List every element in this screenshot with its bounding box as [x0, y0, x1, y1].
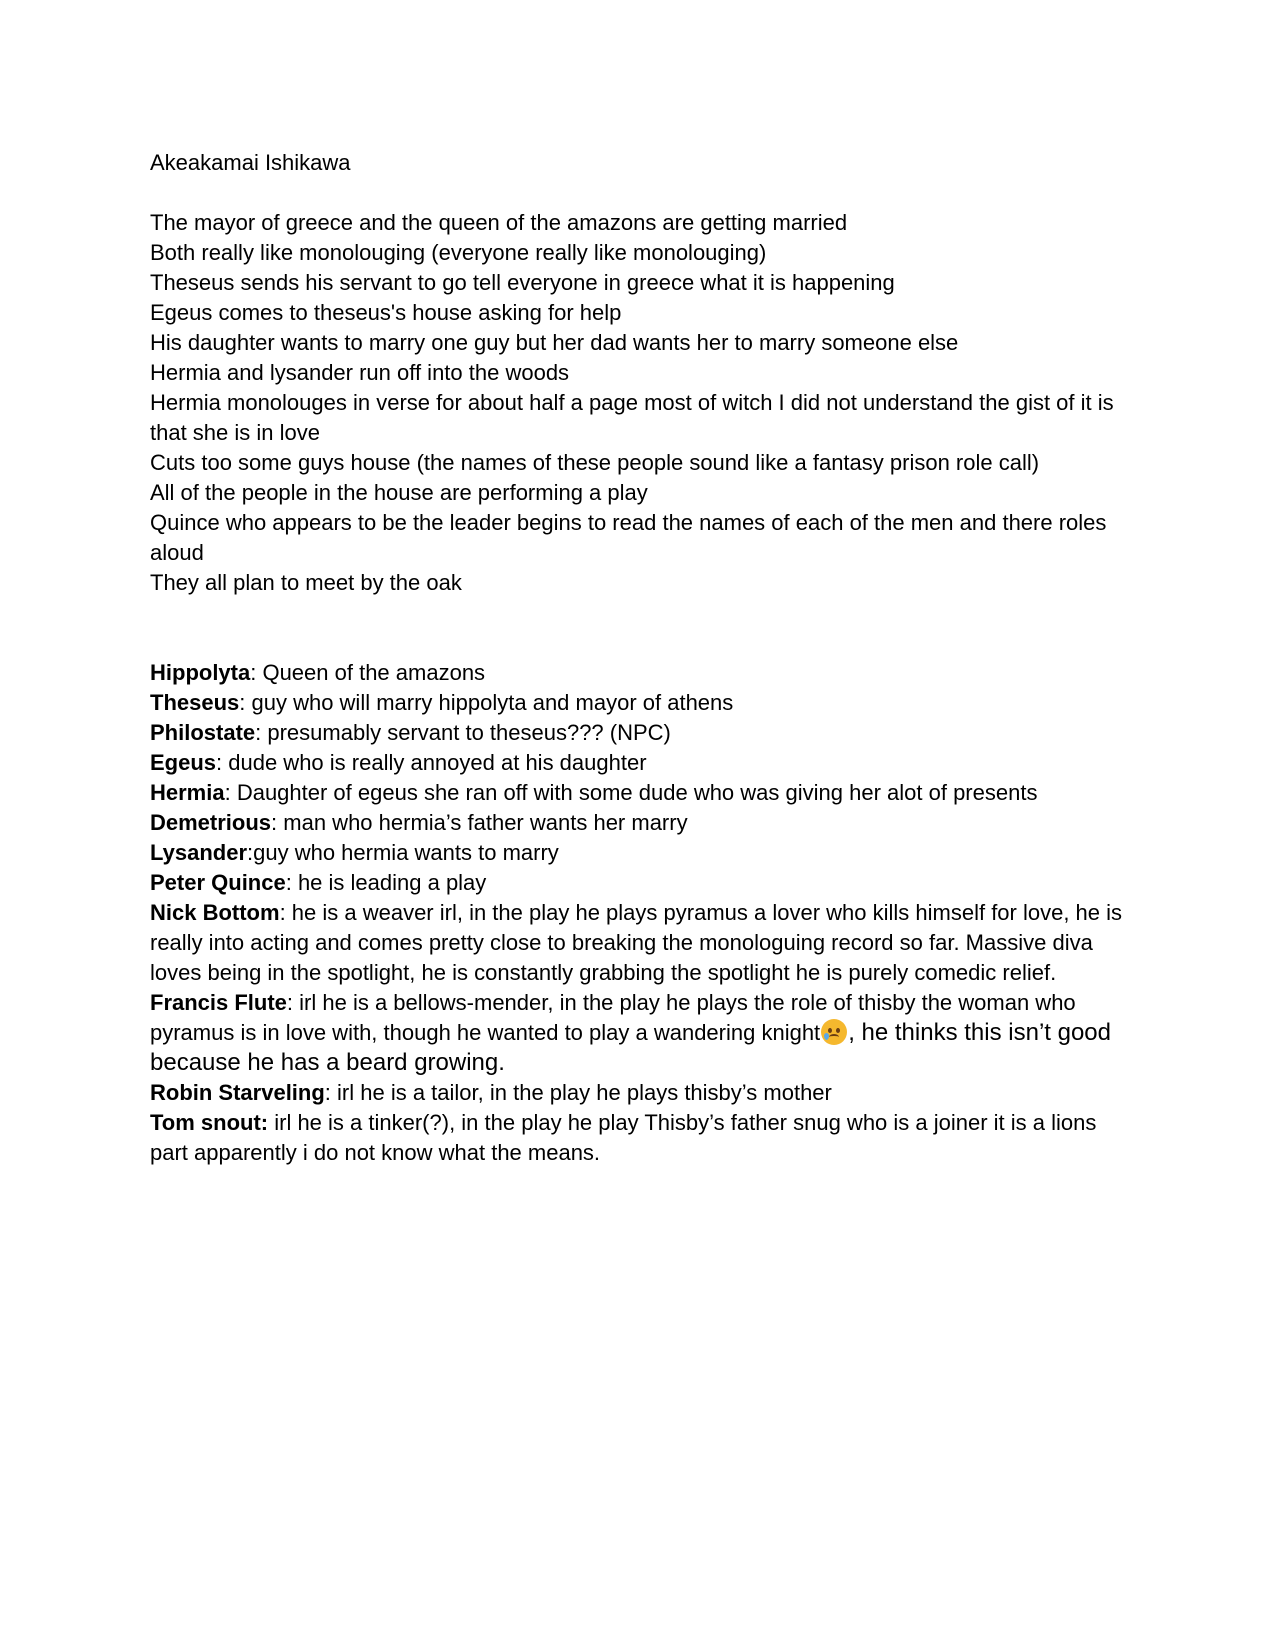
plot-summary [150, 208, 1130, 598]
summary-line: All of the people in the house are performing a play [150, 480, 648, 505]
character-name: Francis Flute [150, 990, 287, 1015]
character-name: Tom snout: [150, 1110, 269, 1135]
summary-line: Egeus comes to theseus's house asking for help [150, 300, 622, 325]
summary-line: They all plan to meet by the oak [150, 570, 462, 595]
character-description: : dude who is really annoyed at his daughter [216, 750, 647, 775]
character-entry [150, 808, 1130, 838]
character-entry [150, 868, 1130, 898]
character-description: :guy who hermia wants to marry [247, 840, 559, 865]
character-description: : irl he is a tailor, in the play he plays thisby’s mother [324, 1080, 832, 1105]
character-entry [150, 988, 1130, 1078]
author-name: Akeakamai Ishikawa [150, 150, 351, 175]
character-name: Demetrious [150, 810, 272, 835]
character-description: : presumably servant to theseus??? (NPC) [255, 720, 671, 745]
character-description: : he is leading a play [285, 870, 487, 895]
character-description: : man who hermia’s father wants her marry [271, 810, 688, 835]
character-entry [150, 1078, 1130, 1108]
character-description: : guy who will marry hippolyta and mayor of athens [239, 690, 734, 715]
character-entry [150, 658, 1130, 688]
character-name: Egeus [150, 750, 217, 775]
crying-face-icon [821, 1019, 847, 1045]
character-entry [150, 688, 1130, 718]
character-name: Hippolyta [150, 660, 251, 685]
character-entry [150, 778, 1130, 808]
summary-line: Quince who appears to be the leader begins to read the names of each of the men and there roles aloud [150, 510, 1107, 565]
character-entry [150, 748, 1130, 778]
character-name: Lysander [150, 840, 248, 865]
summary-line: Hermia monolouges in verse for about half a page most of witch I did not understand the gist of it is that she is in love [150, 390, 1114, 445]
character-name: Theseus [150, 690, 240, 715]
summary-line: Hermia and lysander run off into the woods [150, 360, 570, 385]
character-description: : Daughter of egeus she ran off with some dude who was giving her alot of presents [224, 780, 1038, 805]
document-page [150, 148, 1130, 1168]
summary-line: Cuts too some guys house (the names of these people sound like a fantasy prison role call) [150, 450, 1040, 475]
character-description: : he is a weaver irl, in the play he plays pyramus a lover who kills himself for love, he is really into acting and comes pretty close to breaking the monologuing record so far. Massive diva loves being in the spotlight, he is constantly grabbing the spotlight he is purely comedic relief. [150, 900, 1123, 985]
character-name: Robin Starveling [150, 1080, 325, 1105]
summary-line: Theseus sends his servant to go tell everyone in greece what it is happening [150, 270, 895, 295]
summary-line: Both really like monolouging (everyone really like monolouging) [150, 240, 767, 265]
character-description: : Queen of the amazons [250, 660, 486, 685]
character-name: Philostate [150, 720, 256, 745]
character-name: Hermia [150, 780, 225, 805]
character-description-continued: , he thinks this isn’t good because he has a beard growing. [150, 1019, 1112, 1076]
character-name: Peter Quince [150, 870, 286, 895]
character-entry [150, 838, 1130, 868]
character-entry [150, 1108, 1130, 1168]
character-name: Nick Bottom [150, 900, 280, 925]
character-description: irl he is a tinker(?), in the play he play Thisby’s father snug who is a joiner it is a lions part apparently i do not know what the means. [150, 1110, 1097, 1165]
character-entry [150, 898, 1130, 988]
character-description: : irl he is a bellows-mender, in the play he plays the role of thisby the woman who pyramus is in love with, though he wanted to play a wandering knight [150, 990, 1076, 1045]
character-list [150, 658, 1130, 1168]
character-entry [150, 718, 1130, 748]
summary-line: The mayor of greece and the queen of the amazons are getting married [150, 210, 848, 235]
summary-line: His daughter wants to marry one guy but her dad wants her to marry someone else [150, 330, 959, 355]
